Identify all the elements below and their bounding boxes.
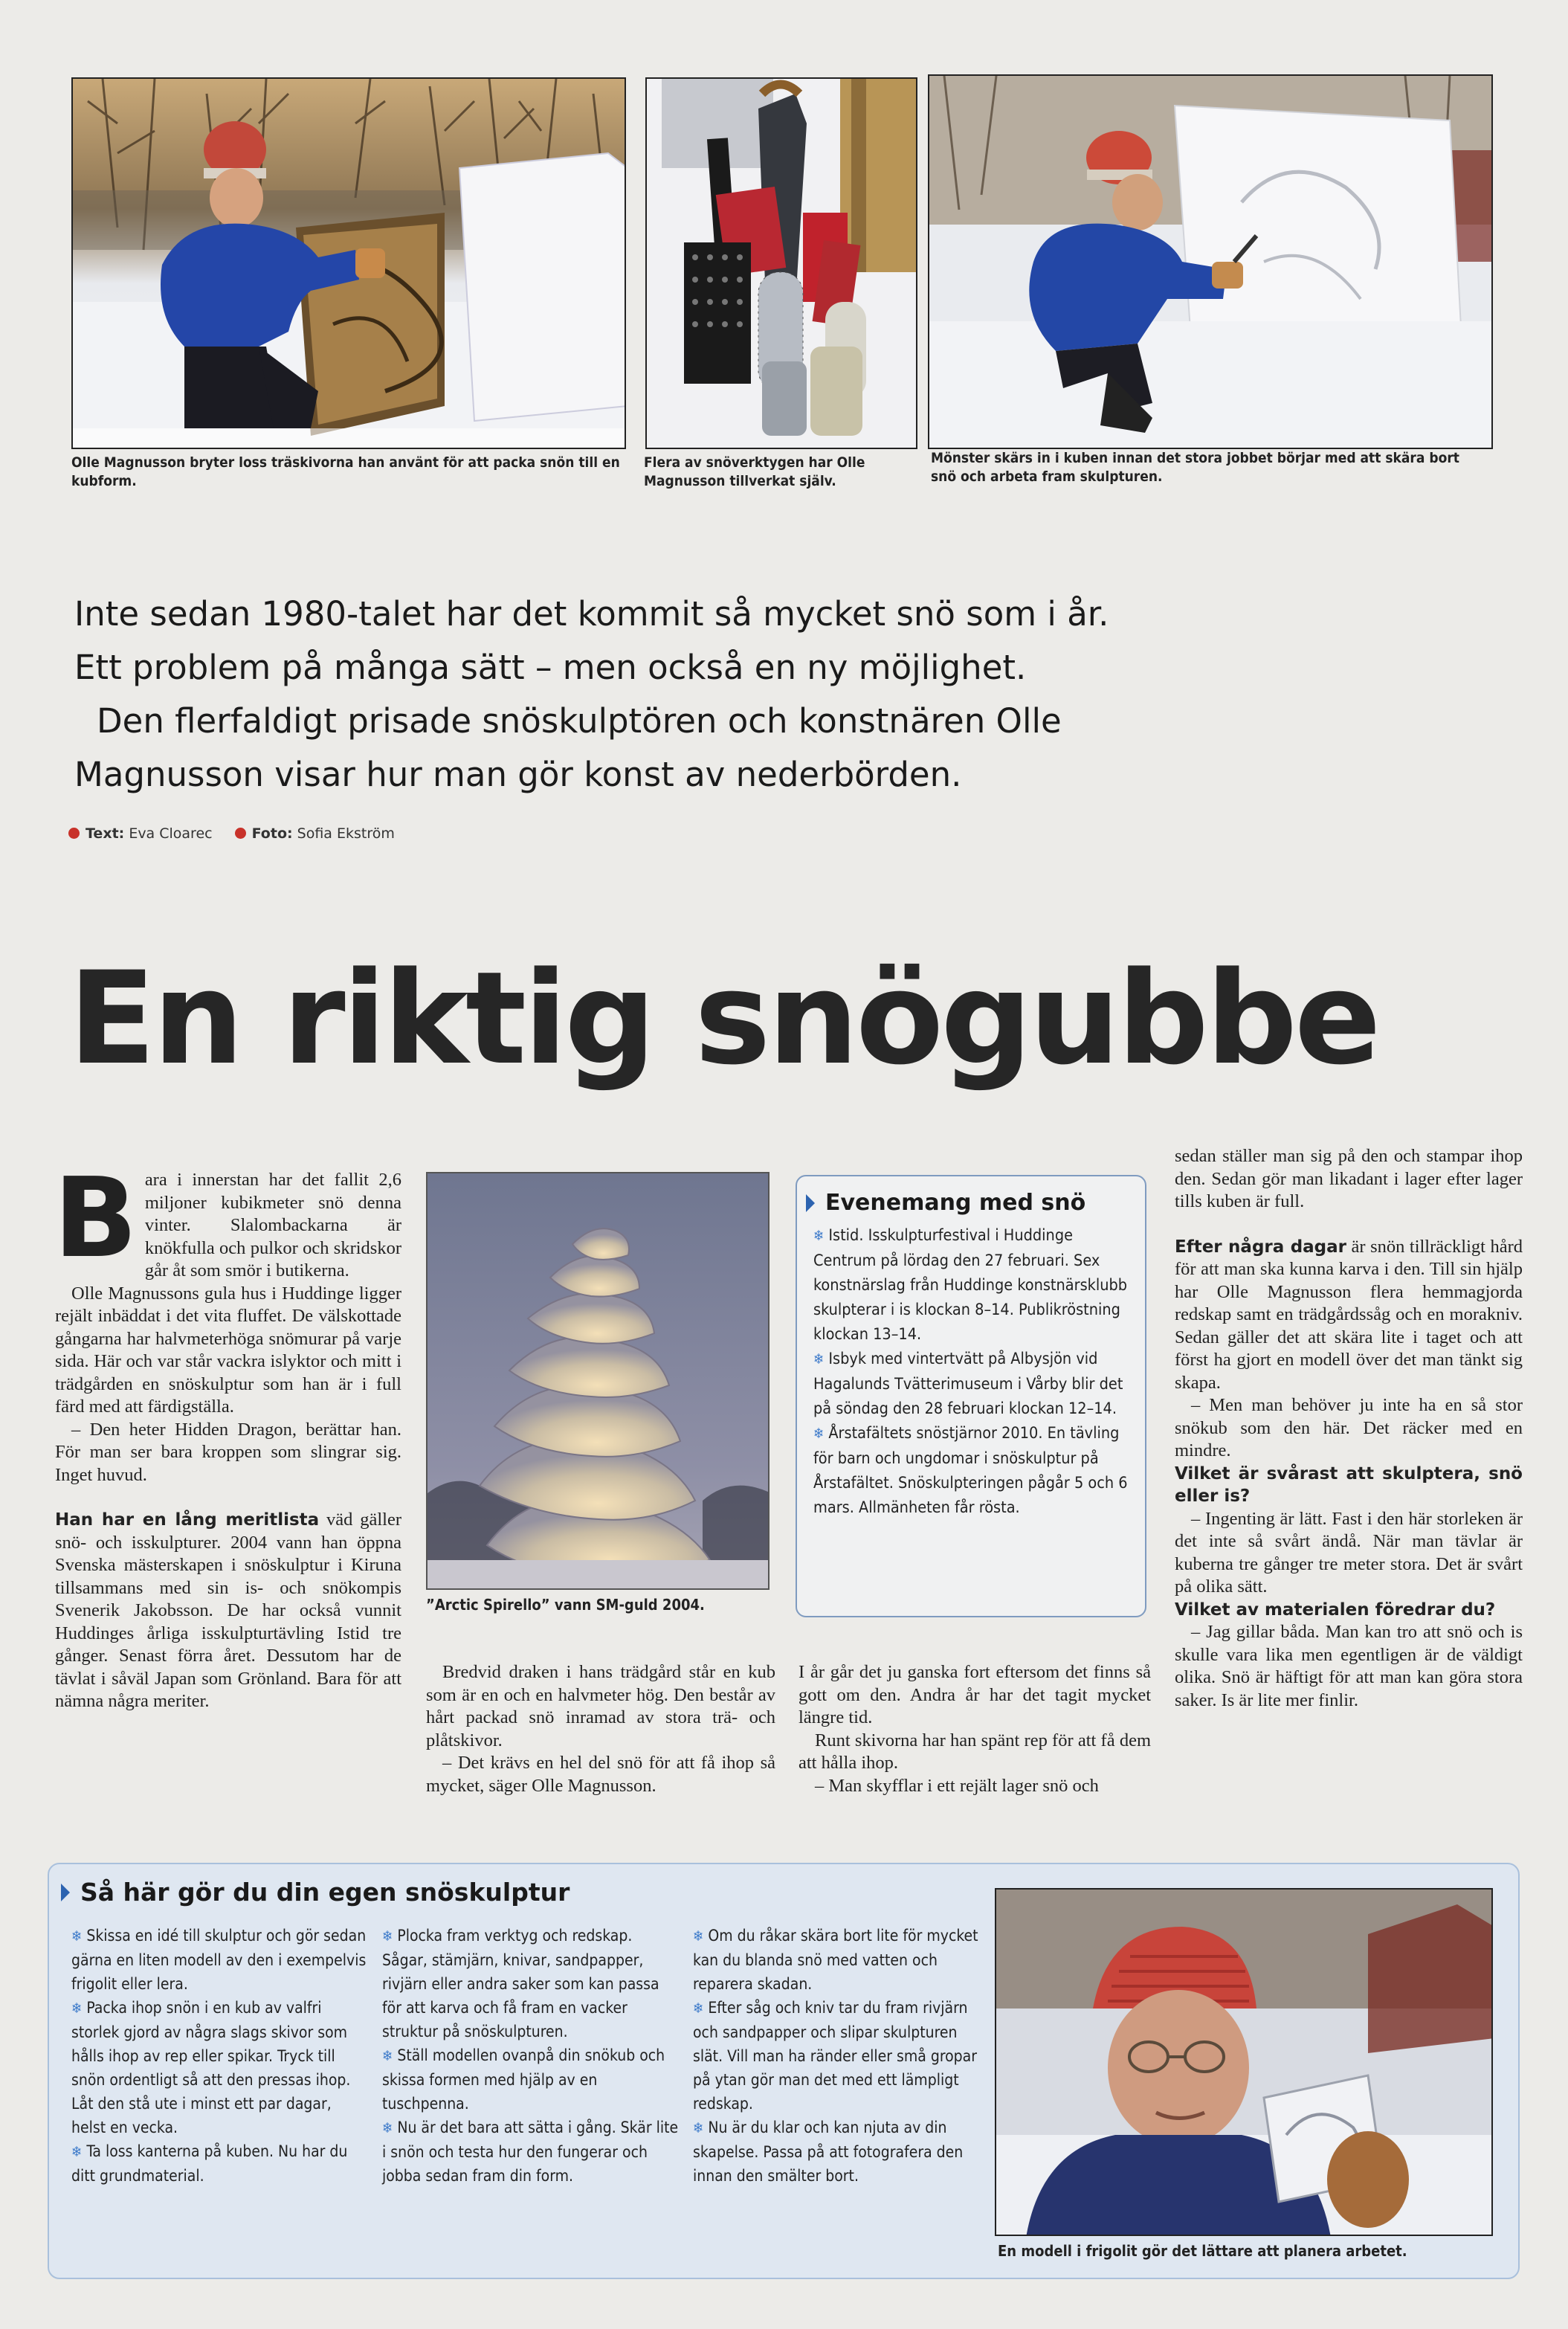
photo1-caption: Olle Magnusson bryter loss träskivorna han använt för att packa snön till en kubform.: [71, 454, 620, 489]
triangle-marker-icon: [61, 1884, 70, 1901]
article-column-4: [1175, 1145, 1523, 1712]
howto-step: [71, 1924, 369, 1996]
byline-author: Eva Cloarec: [129, 825, 213, 842]
byline-text: [68, 825, 213, 842]
photo-portrait-with-model: [995, 1888, 1493, 2236]
howto-step-text: Skissa en idé till skulptur och gör sedan gärna en liten modell av den i exempelvis frigolit eller lera.: [71, 1927, 367, 1993]
photo-man-removing-boards-image: [73, 79, 626, 449]
photo3-caption: Mönster skärs in i kuben innan det stora jobbet börjar med att skära bort snö och arbeta fram skulpturen.: [931, 450, 1459, 485]
column3-paragraph-2: Runt skivorna har han spänt rep för att få dem att hålla ihop.: [798, 1730, 1151, 1773]
events-title-text: Evenemang med snö: [825, 1190, 1086, 1216]
howto-step: [71, 2139, 369, 2188]
events-item-text: Årstafältets snöstjärnor 2010. En tävling för barn och ungdomar i snöskulptur på Årstafältet. Snöskulpteringen pågår 5 och 6 mars. Allmänheten får rösta.: [813, 1424, 1128, 1517]
snowflake-icon: ❄: [813, 1351, 825, 1368]
howto-column-1: [71, 1924, 369, 2188]
howto-step: [693, 1996, 990, 2116]
column2-paragraph-2: – Det krävs en hel del snö för att få ihop så mycket, säger Olle Magnusson.: [426, 1753, 775, 1796]
howto-step: [382, 1924, 680, 2043]
bullet-dot-icon: [68, 828, 80, 839]
byline-text-label: Text:: [86, 825, 125, 842]
column3-paragraph-1: I år går det ju ganska fort eftersom det finns så gott om den. Andra år har det tagit mycket längre tid.: [798, 1662, 1151, 1727]
snowflake-icon: ❄: [813, 1426, 825, 1442]
howto-step-text: Nu är det bara att sätta i gång. Skär lite i snön och testa hur den fungerar och jobba sedan fram din form.: [382, 2119, 679, 2185]
portrait-caption: En modell i frigolit gör det lättare att planera arbetet.: [998, 2242, 1407, 2260]
sculpture-caption: ”Arctic Spirello” vann SM-guld 2004.: [426, 1596, 705, 1614]
snowflake-icon: ❄: [693, 2120, 704, 2136]
column4-paragraph-3: – Men man behöver ju inte ha en så stor snökub som den här. Det räcker med en mindre.: [1175, 1395, 1523, 1460]
photo-carving-pattern: [928, 74, 1493, 449]
column1-paragraph-2: Olle Magnussons gula hus i Huddinge ligger rejält inbäddat i det vita fluffet. De välskottade gångarna har halvmeterhöga snömurar på varje sida. Här och var står vackra islyktor och mitt i trädgården en snöskulptur som han är i full färd med att färdigställa.: [55, 1283, 401, 1417]
photo-snow-tools-image: [647, 79, 917, 449]
events-box: [796, 1175, 1146, 1617]
column3-paragraph-3: – Man skyfflar i ett rejält lager snö och: [815, 1775, 1099, 1796]
snowflake-icon: ❄: [71, 2000, 83, 2017]
events-item: [813, 1421, 1129, 1520]
column1-paragraph-3: – Den heter Hidden Dragon, berättar han. För man ser bara kroppen som slingrar sig. Inget huvud.: [55, 1419, 401, 1485]
drop-cap: B: [54, 1154, 138, 1282]
snowflake-icon: ❄: [693, 2000, 704, 2017]
howto-step: [693, 2116, 990, 2188]
snowflake-icon: ❄: [382, 2048, 393, 2064]
byline-photo-label: Foto:: [251, 825, 293, 842]
howto-step: [693, 1924, 990, 1996]
events-title: [806, 1190, 1129, 1216]
column4-paragraph-5: – Jag gillar båda. Man kan tro att snö och is skulle vara lika men egentligen är de väldigt olika. Snö är häftigt för att man kan göra stora saker. Is är lite mer finlir.: [1175, 1622, 1523, 1710]
headline: En riktig snögubbe: [68, 944, 1378, 1093]
article-column-2: [426, 1661, 775, 1797]
howto-step: [382, 2116, 680, 2188]
column1-paragraph-1: [54, 1154, 401, 1283]
snowflake-icon: ❄: [693, 1928, 704, 1945]
photo-man-removing-boards: [71, 77, 626, 449]
byline-photo: [235, 825, 395, 842]
howto-step: [382, 2043, 680, 2116]
column1-paragraph-4: [55, 1509, 401, 1713]
column1-p4-text: väd gäller snö- och isskulpturer. 2004 vann han öppna Svenska mästerskapen i snöskulptur i Kiruna tillsammans med sin is- och snökompis Svenerik Jakobsson. De har också vunnit Huddinges årliga isskulpturtävling Istid tre gånger. Senast förra året. Dessutom har de tävlat i såväl Japan som Grönland. Bara för att nämna några meriter.: [55, 1510, 401, 1711]
events-item-text: Isbyk med vintertvätt på Albysjön vid Hagalunds Tvätterimuseum i Vårby blir det på söndag den 28 februari klockan 12–14.: [813, 1350, 1123, 1418]
photo-carving-pattern-image: [929, 76, 1493, 449]
events-item: [813, 1347, 1129, 1421]
howto-title-text: Så här gör du din egen snöskulptur: [80, 1878, 570, 1907]
howto-step-text: Om du råkar skära bort lite för mycket kan du blanda snö med vatten och reparera skadan.: [693, 1927, 978, 1993]
howto-step-text: Ställ modellen ovanpå din snökub och skissa formen med hjälp av en tuschpenna.: [382, 2046, 665, 2113]
byline: [68, 825, 395, 842]
column1-p4-lead: Han har en lång meritlista: [55, 1510, 320, 1530]
intro-paragraph: [74, 587, 1264, 802]
events-item-text: Istid. Isskulpturfestival i Huddinge Centrum på lördag den 27 februari. Sex konstnärslag från Huddinge konstnärsklubb skulpterar i is klockan 8–14. Publikröstning klockan 13–14.: [813, 1226, 1128, 1344]
howto-step-text: Ta loss kanterna på kuben. Nu har du ditt grundmaterial.: [71, 2142, 348, 2185]
snowflake-icon: ❄: [382, 2120, 393, 2136]
photo-portrait-with-model-image: [996, 1890, 1493, 2236]
snowflake-icon: ❄: [813, 1228, 825, 1244]
article-column-1: [54, 1154, 401, 1713]
events-item: [813, 1223, 1129, 1347]
photo-arctic-spirello: [426, 1172, 770, 1590]
column4-paragraph-2: [1175, 1236, 1523, 1395]
howto-box: [48, 1863, 1520, 2279]
intro-line-2: Ett problem på många sätt – men också en ny möjlighet.: [74, 648, 1027, 687]
triangle-marker-icon: [806, 1194, 815, 1212]
photo-snow-tools: [645, 77, 917, 449]
column4-question-1: Vilket är svårast att skulptera, snö eller is?: [1175, 1463, 1523, 1506]
photo-arctic-spirello-image: [428, 1173, 770, 1590]
byline-photographer: Sofia Ekström: [297, 825, 395, 842]
snowflake-icon: ❄: [382, 1928, 393, 1945]
column4-question-2: Vilket av materialen föredrar du?: [1175, 1600, 1496, 1620]
intro-line-4: Magnusson visar hur man gör konst av nederbörden.: [74, 755, 962, 794]
snowflake-icon: ❄: [71, 1928, 83, 1945]
article-column-3: [798, 1661, 1151, 1797]
snowflake-icon: ❄: [71, 2144, 83, 2160]
column2-paragraph-1: Bredvid draken i hans trädgård står en kub som är en och en halvmeter hög. Den består av hårt packad snö inramad av stora trä- och plåtskivor.: [426, 1662, 775, 1750]
howto-step-text: Packa ihop snön i en kub av valfri storlek gjord av några slags skivor som hålls ihop av rep eller spikar. Tryck till snön ordentligt så att den pressas ihop. Låt den stå ute i minst ett par dagar, helst en vecka.: [71, 1999, 351, 2136]
bullet-dot-icon: [235, 828, 246, 839]
howto-step-text: Plocka fram verktyg och redskap. Sågar, stämjärn, knivar, sandpapper, rivjärn eller andra saker som kan passa för att karva och få fram en vacker struktur på snöskulpturen.: [382, 1927, 659, 2040]
column4-paragraph-1: sedan ställer man sig på den och stampar ihop den. Sedan gör man likadant i lager efter lager tills kuben är full.: [1175, 1146, 1523, 1211]
photo2-caption: Flera av snöverktygen har Olle Magnusson tillverkat själv.: [644, 454, 865, 489]
howto-title: [61, 1878, 570, 1907]
column1-p1-text: ara i innerstan har det fallit 2,6 miljoner kubikmeter snö denna vinter. Slalombackarna är knökfulla och pulkor och skridskor går åt som smör i butikerna.: [144, 1170, 401, 1281]
howto-column-2: [382, 1924, 680, 2188]
column4-paragraph-4: – Ingenting är lätt. Fast i den här storleken är det inte så svårt ändå. När man tävlar är kuberna tre gånger tre meter stora. Det är svårt på olika sätt.: [1175, 1508, 1523, 1597]
howto-step-text: Nu är du klar och kan njuta av din skapelse. Passa på att fotografera den innan den smälter bort.: [693, 2119, 964, 2185]
intro-line-1: Inte sedan 1980-talet har det kommit så mycket snö som i år.: [74, 594, 1109, 634]
howto-column-3: [693, 1924, 990, 2188]
howto-step: [71, 1996, 369, 2139]
events-list: [813, 1223, 1129, 1520]
column4-p2-lead: Efter några dagar: [1175, 1237, 1346, 1257]
column4-p2-text: är snön tillräckligt hård för att man ska kunna karva i den. Till sin hjälp har Olle Magnusson flera hemmagjorda redskap samt en trädgårdssåg och en morakniv. Sedan gäller det att skära lite i taget och att först ha gjort en modell över det man tänkt sig skapa.: [1175, 1236, 1523, 1393]
howto-step-text: Efter såg och kniv tar du fram rivjärn och sandpapper och slipar skulpturen slät. Vill man ha ränder eller små gropar på ytan gör man det med ett lämpligt redskap.: [693, 1999, 978, 2113]
intro-line-3: Den flerfaldigt prisade snöskulptören och konstnären Olle: [97, 701, 1062, 741]
